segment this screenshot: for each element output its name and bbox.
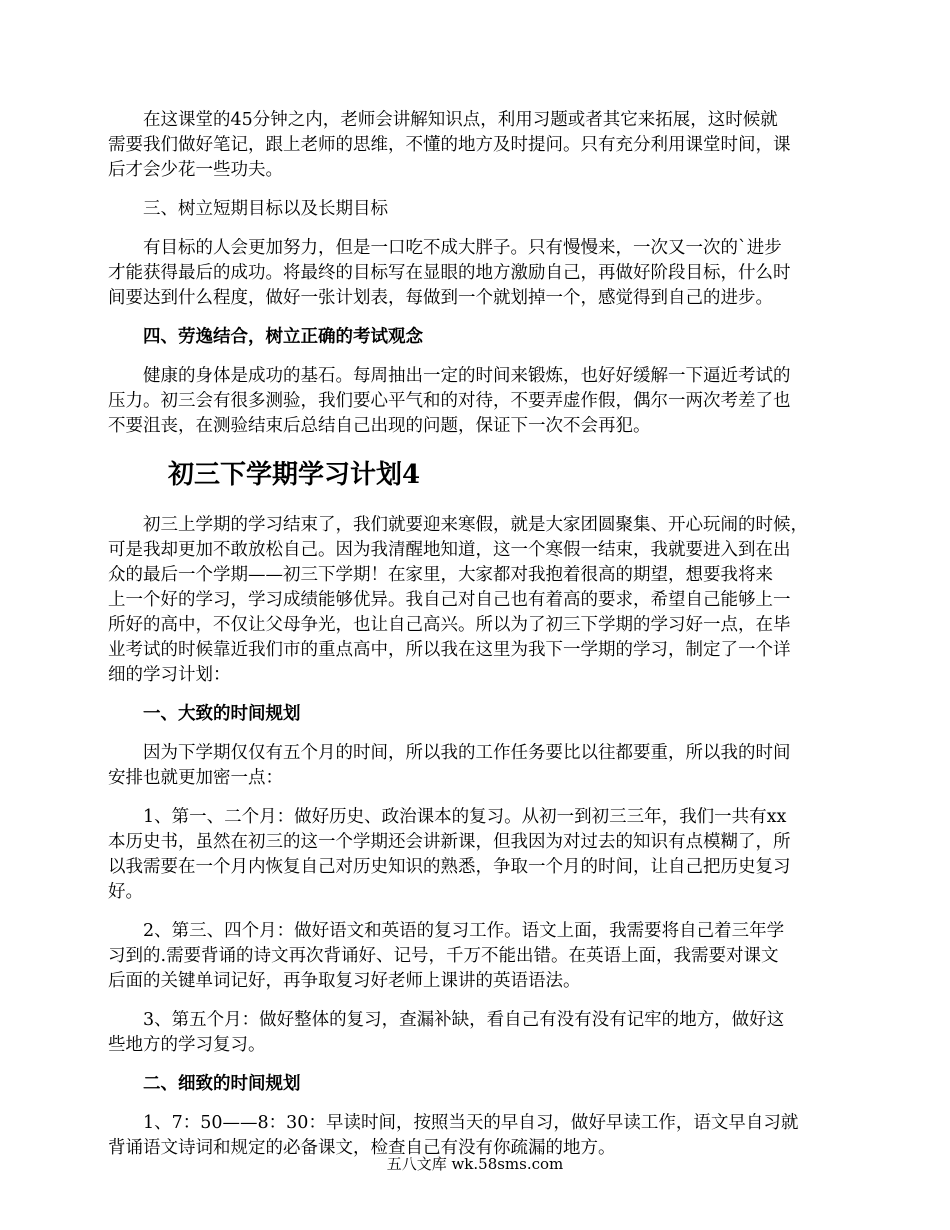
section-heading-goals: 三、树立短期目标以及长期目标 [143,199,388,219]
paragraph-goals: 有目标的人会更加努力，但是一口吃不成大胖子。只有慢慢来，一次又一次的`进步 才能获得最后的成功。将最终的目标写在显眼的地方激励自己，再做好阶段目标，什么时 间要达到什么程度，做好一张计划表，每做到一个就划掉一个，感觉得到自己的进步。 [108,238,791,308]
paragraph-rough-plan: 因为下学期仅仅有五个月的时间，所以我的工作任务要比以往都要重，所以我的时间 安排也就更加密一点： [108,743,791,788]
paragraph-months-3-4: 2、第三、四个月：做好语文和英语的复习工作。语文上面，我需要将自己着三年学 习到的.需要背诵的诗文再次背诵好、记号，千万不能出错。在英语上面，我需要对课文 后面的关键单词记好，再争取复习好老师上课讲的英语语法。 [108,921,785,991]
section-heading-rest: 四、劳逸结合，树立正确的考试观念 [143,327,423,347]
section-heading-rough-plan: 一、大致的时间规划 [143,704,301,724]
paragraph-month-5: 3、第五个月：做好整体的复习，查漏补缺，看自己有没有没有记牢的地方，做好这 些地方的学习复习。 [108,1010,785,1055]
paragraph-classroom: 在这课堂的45分钟之内，老师会讲解知识点，利用习题或者其它来拓展，这时候就 需要我们做好笔记，跟上老师的思维，不懂的地方及时提问。只有充分利用课堂时间，课 后才会少花一些功夫。 [108,110,791,180]
document-body [108,108,848,1175]
article-title: 初三下学期学习计划4 [168,460,421,490]
section-heading-detailed-plan: 二、细致的时间规划 [143,1074,301,1094]
footer-watermark: 五八文库 wk.58sms.com [386,1155,564,1173]
paragraph-morning-reading: 1、7：50——8：30：早读时间，按照当天的早自习，做好早读工作，语文早自习就 背诵语文诗词和规定的必备课文，检查自己有没有你疏漏的地方。 [108,1113,799,1158]
paragraph-months-1-2: 1、第一、二个月：做好历史、政治课本的复习。从初一到初三三年，我们一共有xx 本历史书，虽然在初三的这一个学期还会讲新课，但我因为对过去的知识有点模糊了，所 以我需要在一个月内恢复自己对历史知识的熟悉，争取一个月的时间，让自己把历史复习 好。 [108,807,791,902]
paragraph-health: 健康的身体是成功的基石。每周抽出一定的时间来锻炼，也好好缓解一下逼近考试的 压力。初三会有很多测验，我们要心平气和的对待，不要弄虚作假，偶尔一两次考差了也 不要沮丧，在测验结束后总结自己出现的问题，保证下一次不会再犯。 [108,366,791,436]
paragraph-intro: 初三上学期的学习结束了，我们就要迎来寒假，就是大家团圆聚集、开心玩闹的时候， 可是我却更加不敢放松自己。因为我清醒地知道，这一个寒假一结束，我就要进入到在出 众的最后一个学期——初三下学期！在家里，大家都对我抱着很高的期望，想要我将来 上一个好的学习，学习成绩能够优异。我自己对自己也有着高的要求，希望自己能够上一 所好的高中，不仅让父母争光，也让自己高兴。所以为了初三下学期的学习好一点，在毕 业考试的时候靠近我们市的重点高中，所以我在这里为我下一学期的学习，制定了一个详 细的学习计划： [108,515,808,685]
